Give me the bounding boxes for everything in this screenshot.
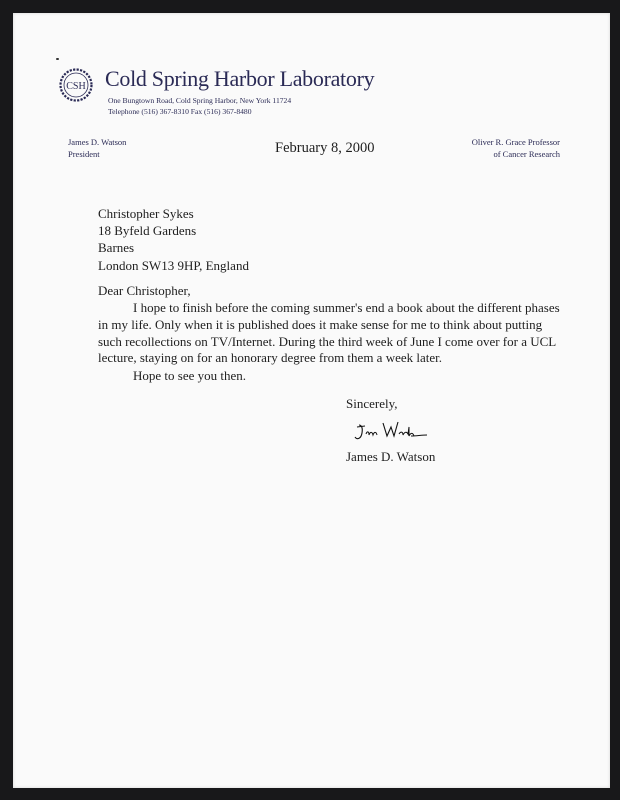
body-line: lecture, staying on for an honorary degree from them a week later. [98, 350, 442, 366]
body-line: I hope to finish before the coming summer's end a book about the different phases [133, 300, 560, 315]
letter-date: February 8, 2000 [275, 140, 375, 156]
professorship-line-1: Oliver R. Grace Professor [471, 137, 560, 147]
recipient-name: Christopher Sykes [98, 206, 194, 221]
body-line: such recollections on TV/Internet. During the third week of June I come over for a UCL [98, 333, 557, 349]
recipient-area: Barnes [98, 240, 135, 255]
csh-logo-icon [59, 68, 93, 102]
signature [351, 419, 429, 445]
logo-text: CSH [66, 81, 86, 92]
organization-name: Cold Spring Harbor Laboratory [105, 66, 375, 91]
signer-name: James D. Watson [346, 449, 436, 464]
recipient-street: 18 Byfeld Gardens [98, 223, 197, 238]
valediction: Sincerely, [346, 396, 398, 411]
professorship-line-2: of Cancer Research [493, 149, 560, 159]
sender-name: James D. Watson [68, 137, 127, 147]
letter-page [13, 13, 610, 788]
paper-speck [56, 58, 59, 60]
body-paragraph [98, 300, 560, 367]
body-line: in my life. Only when it is published does it make sense for me to think about putting [98, 316, 543, 332]
recipient-city: London SW13 9HP, England [98, 258, 249, 273]
salutation: Dear Christopher, [98, 283, 191, 298]
sender-title: President [68, 149, 100, 159]
organization-address: One Bungtown Road, Cold Spring Harbor, New York 11724 [108, 96, 292, 105]
organization-phone: Telephone (516) 367-8310 Fax (516) 367-8480 [108, 107, 252, 116]
closing-line: Hope to see you then. [133, 368, 247, 383]
